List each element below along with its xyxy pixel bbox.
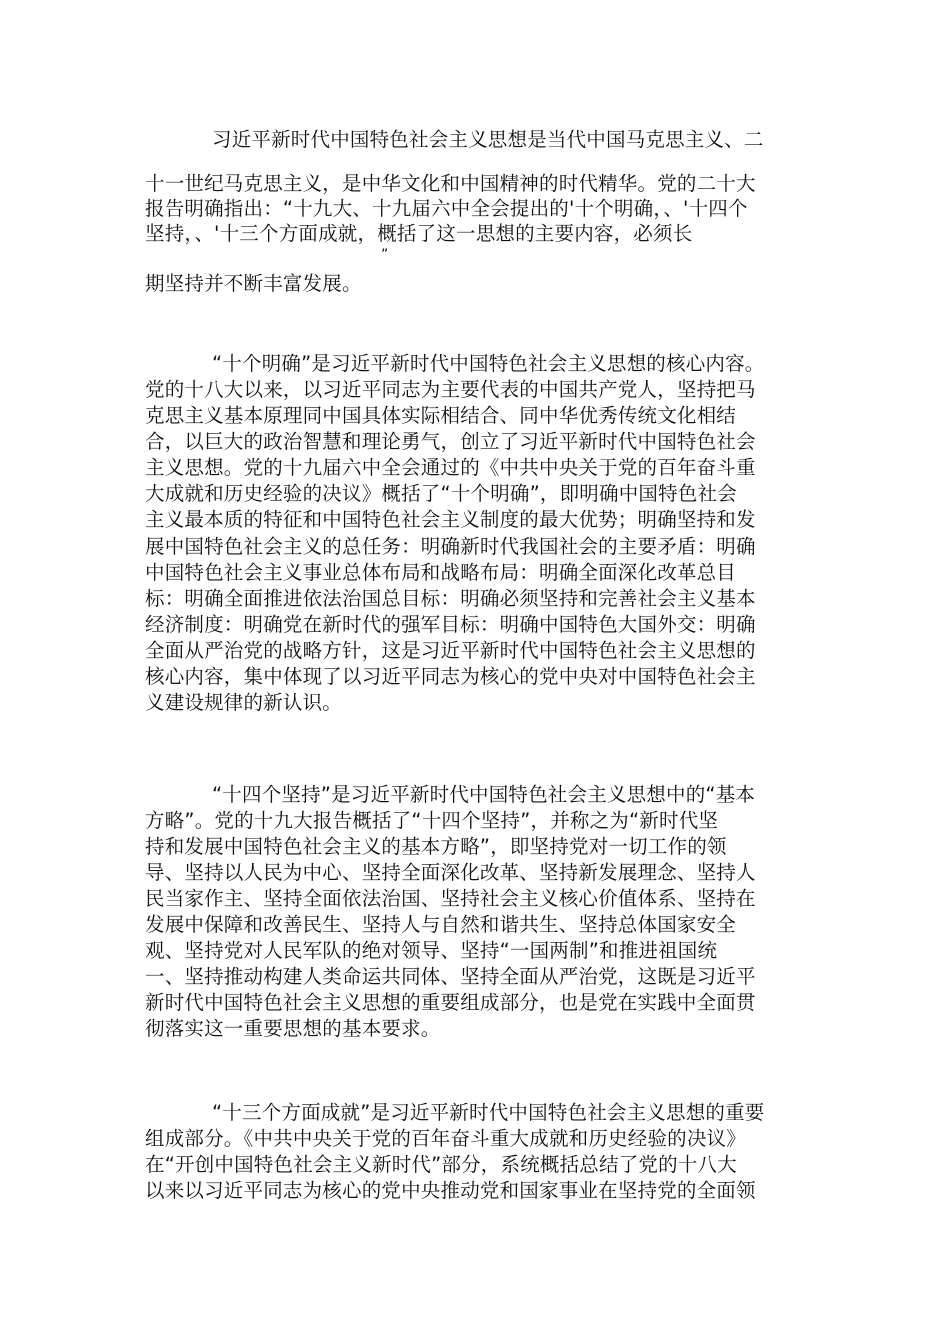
paragraph-line: 克思主义基本原理同中国具体实际相结合、同中华优秀传统文化相结 — [145, 404, 737, 427]
stray-quote-mark: ” — [381, 247, 389, 263]
intro-line-2: 十一世纪马克思主义，是中华文化和中国精神的时代精华。党的二十大 — [145, 172, 756, 195]
intro-line-3: 报告明确指出：“十九大、十九届六中全会提出的'十个明确，、'十四个 — [145, 197, 748, 220]
paragraph-line: 全面从严治党的战略方针，这是习近平新时代中国特色社会主义思想的 — [145, 639, 756, 662]
paragraph-line: 经济制度：明确党在新时代的强军目标：明确中国特色大国外交：明确 — [145, 613, 756, 636]
paragraph-line: “十个明确”是习近平新时代中国特色社会主义思想的核心内容。 — [212, 352, 765, 375]
paragraph-line: 持和发展中国特色社会主义的基本方略”，即坚持党对一切工作的领 — [145, 835, 727, 858]
paragraph-line: 义建设规律的新认识。 — [145, 691, 343, 714]
intro-line-1: 习近平新时代中国特色社会主义思想是当代中国马克思主义、二 — [212, 128, 764, 151]
paragraph-line: 方略”。党的十九大报告概括了“十四个坚持”，并称之为“新时代坚 — [145, 809, 719, 832]
paragraph-line: 观、坚持党对人民军队的绝对领导、坚持“一国两制”和推进祖国统 — [145, 939, 718, 962]
intro-line-5: 期坚持并不断丰富发展。 — [145, 272, 362, 295]
paragraph-line: 组成部分。《中共中央关于党的百年奋斗重大成就和历史经验的决议》 — [145, 1127, 746, 1150]
intro-line-4: 坚持，、'十三个方面成就，概括了这一思想的主要内容，必须长 — [145, 222, 693, 245]
paragraph-line: 在“开创中国特色社会主义新时代”部分，系统概括总结了党的十八大 — [145, 1153, 737, 1176]
paragraph-line: 展中国特色社会主义的总任务：明确新时代我国社会的主要矛盾：明确 — [145, 535, 756, 558]
paragraph-line: 发展中保障和改善民生、坚持人与自然和谐共生、坚持总体国家安全 — [145, 913, 737, 936]
paragraph-line: 一、坚持推动构建人类命运共同体、坚持全面从严治党，这既是习近平 — [145, 965, 756, 988]
paragraph-line: 新时代中国特色社会主义思想的重要组成部分，也是党在实践中全面贯 — [145, 991, 756, 1014]
paragraph-line: 以来以习近平同志为核心的党中央推动党和国家事业在坚持党的全面领 — [145, 1179, 756, 1202]
paragraph-line: 标：明确全面推进依法治国总目标：明确必须坚持和完善社会主义基本 — [145, 587, 756, 610]
paragraph-line: 党的十八大以来，以习近平同志为主要代表的中国共产党人，坚持把马 — [145, 378, 756, 401]
paragraph-line: “十三个方面成就”是习近平新时代中国特色社会主义思想的重要 — [212, 1101, 765, 1124]
paragraph-line: 彻落实这一重要思想的基本要求。 — [145, 1017, 441, 1040]
paragraph-line: 主义思想。党的十九届六中全会通过的《中共中央关于党的百年奋斗重 — [145, 456, 756, 479]
paragraph-line: 中国特色社会主义事业总体布局和战略布局：明确全面深化改革总目 — [145, 561, 737, 584]
paragraph-line: 导、坚持以人民为中心、坚持全面深化改革、坚持新发展理念、坚持人 — [145, 861, 756, 884]
paragraph-line: 民当家作主、坚持全面依法治国、坚持社会主义核心价值体系、坚持在 — [145, 887, 756, 910]
paragraph-line: 大成就和历史经验的决议》概括了“十个明确”，即明确中国特色社会 — [145, 482, 737, 505]
paragraph-line: 核心内容，集中体现了以习近平同志为核心的党中央对中国特色社会主 — [145, 665, 756, 688]
paragraph-line: 合，以巨大的政治智慧和理论勇气，创立了习近平新时代中国特色社会 — [145, 430, 756, 453]
paragraph-line: 主义最本质的特征和中国特色社会主义制度的最大优势；明确坚持和发 — [145, 508, 756, 531]
paragraph-line: “十四个坚持”是习近平新时代中国特色社会主义思想中的“基本 — [212, 783, 756, 806]
